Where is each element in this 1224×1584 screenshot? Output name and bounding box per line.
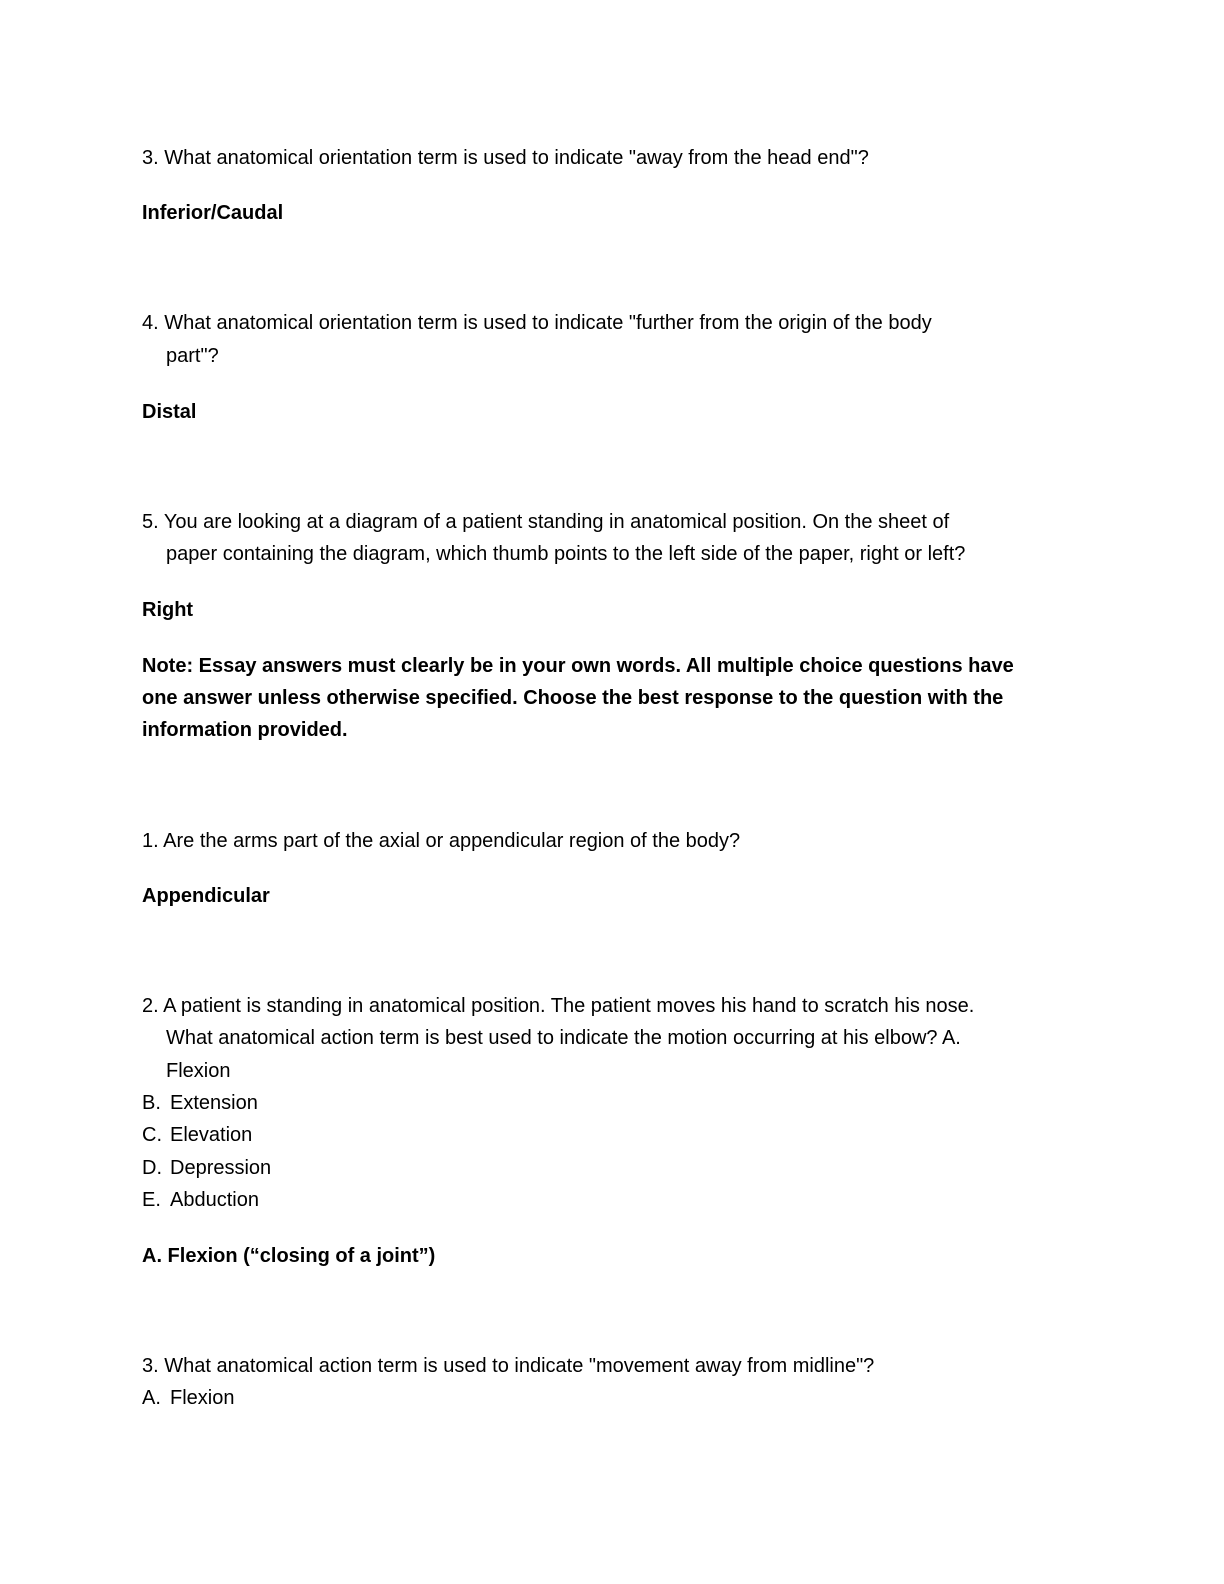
section2-question-2-text: 2. A patient is standing in anatomical position. The patient moves his hand to scratch his nose. — [142, 995, 975, 1017]
question-4-answer: Distal — [142, 401, 197, 423]
question-3-text: 3. What anatomical orientation term is used to indicate "away from the head end"? — [142, 147, 869, 169]
section2-question-2-option-c — [142, 1119, 252, 1151]
section2-question-2-option-a: Flexion — [166, 1060, 231, 1082]
question-5-text: 5. You are looking at a diagram of a patient standing in anatomical position. On the sheet of — [142, 511, 950, 533]
section2-question-1-answer: Appendicular — [142, 885, 270, 907]
section2-question-2-answer: A. Flexion (“closing of a joint”) — [142, 1245, 436, 1267]
section2-question-1-text: 1. Are the arms part of the axial or appendicular region of the body? — [142, 830, 741, 852]
note-line-1: Note: Essay answers must clearly be in your own words. All multiple choice questions have — [142, 655, 1014, 677]
option-letter: E. — [142, 1189, 161, 1211]
question-4-text: 4. What anatomical orientation term is used to indicate "further from the origin of the body — [142, 312, 932, 334]
option-text: Flexion — [170, 1387, 235, 1409]
section2-question-2-option-e — [142, 1184, 259, 1216]
question-4-text-cont: part"? — [166, 345, 219, 367]
option-text: Abduction — [170, 1189, 259, 1211]
section2-question-2-option-d — [142, 1152, 271, 1184]
option-letter: D. — [142, 1157, 162, 1179]
note-line-2: one answer unless otherwise specified. Choose the best response to the question with the — [142, 687, 1004, 709]
option-letter: A. — [142, 1387, 161, 1409]
section2-question-2-option-b — [142, 1087, 258, 1119]
note-line-3: information provided. — [142, 719, 348, 741]
question-3-answer: Inferior/Caudal — [142, 202, 284, 224]
section2-question-3-text: 3. What anatomical action term is used to indicate "movement away from midline"? — [142, 1355, 875, 1377]
question-5-text-cont: paper containing the diagram, which thumb points to the left side of the paper, right or left? — [166, 543, 966, 565]
question-5-answer: Right — [142, 599, 194, 621]
option-text: Elevation — [170, 1124, 253, 1146]
section2-question-2-text-cont: What anatomical action term is best used to indicate the motion occurring at his elbow? A. — [166, 1027, 961, 1049]
option-text: Depression — [170, 1157, 272, 1179]
option-letter: B. — [142, 1092, 161, 1114]
option-letter: C. — [142, 1124, 162, 1146]
section2-question-3-option-a — [142, 1382, 234, 1414]
option-text: Extension — [170, 1092, 258, 1114]
